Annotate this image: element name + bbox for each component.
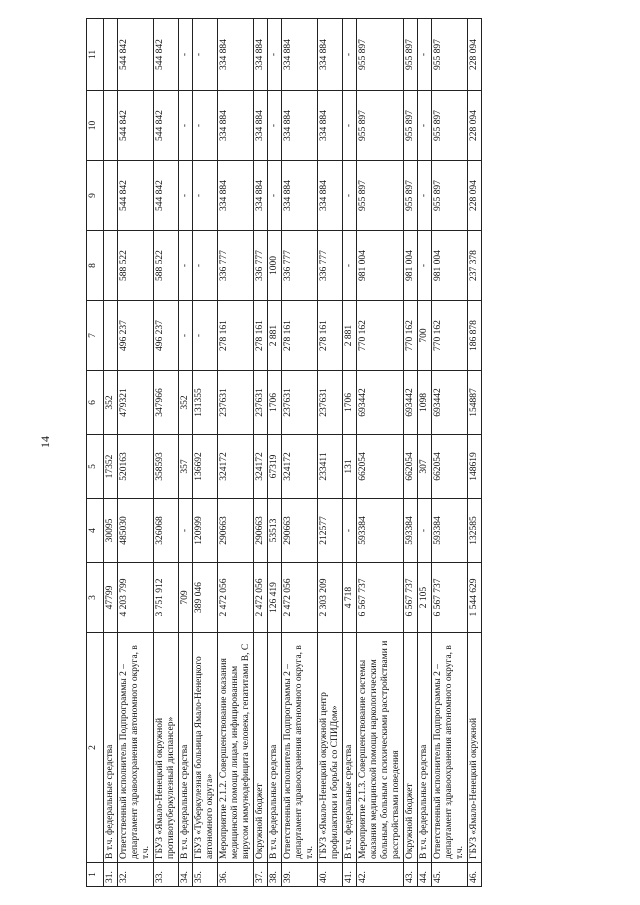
value-cell: 278 161 bbox=[318, 301, 343, 371]
value-cell: 352 bbox=[104, 371, 118, 435]
table-row bbox=[268, 19, 282, 887]
value-cell: - bbox=[418, 19, 432, 91]
value-cell: 1098 bbox=[418, 371, 432, 435]
value-cell: 479321 bbox=[118, 371, 154, 435]
value-cell: 2 881 bbox=[268, 301, 282, 371]
row-number: 34. bbox=[179, 863, 193, 887]
value-cell bbox=[104, 231, 118, 301]
value-cell: 131355 bbox=[193, 371, 218, 435]
value-cell: 228 094 bbox=[468, 161, 482, 231]
row-name: В т.ч. федеральные средства bbox=[343, 633, 357, 863]
table-row bbox=[179, 19, 193, 887]
value-cell: 4 203 799 bbox=[118, 563, 154, 633]
rotated-table-wrapper bbox=[86, 19, 482, 887]
col-header: 3 bbox=[87, 563, 104, 633]
row-name: Ответственный исполнитель Подпрограммы 2 – департамент здравоохранения автономного округа, в т.ч. bbox=[432, 633, 468, 863]
value-cell: 186 878 bbox=[468, 301, 482, 371]
row-number: 36. bbox=[218, 863, 254, 887]
row-name: ГБУЗ «Ямало-Ненецкий окружной bbox=[468, 633, 482, 863]
value-cell: 233411 bbox=[318, 435, 343, 499]
table-row bbox=[418, 19, 432, 887]
col-header: 9 bbox=[87, 161, 104, 231]
col-header: 1 bbox=[87, 863, 104, 887]
table-row bbox=[343, 19, 357, 887]
value-cell: 955 897 bbox=[357, 19, 404, 91]
value-cell: 496 237 bbox=[118, 301, 154, 371]
value-cell: - bbox=[179, 301, 193, 371]
value-cell: 324172 bbox=[282, 435, 318, 499]
value-cell: 593384 bbox=[404, 499, 418, 563]
value-cell: 347966 bbox=[154, 371, 179, 435]
value-cell bbox=[104, 91, 118, 161]
value-cell: 228 094 bbox=[468, 19, 482, 91]
table-row bbox=[254, 19, 268, 887]
value-cell: - bbox=[179, 91, 193, 161]
table-row bbox=[154, 19, 179, 887]
value-cell: 126 419 bbox=[268, 563, 282, 633]
row-name: Ответственный исполнитель Подпрограммы 2 – департамент здравоохранения автономного округа, в т.ч. bbox=[118, 633, 154, 863]
col-header: 8 bbox=[87, 231, 104, 301]
row-name: ГБУЗ «Туберкулезная больница Ямало-Ненецкого автономного округа» bbox=[193, 633, 218, 863]
value-cell: 593384 bbox=[432, 499, 468, 563]
value-cell: 131 bbox=[343, 435, 357, 499]
value-cell: 770 162 bbox=[432, 301, 468, 371]
value-cell: 334 884 bbox=[218, 161, 254, 231]
value-cell: 17352 bbox=[104, 435, 118, 499]
col-header: 10 bbox=[87, 91, 104, 161]
table-row bbox=[218, 19, 254, 887]
value-cell: 334 884 bbox=[254, 19, 268, 91]
value-cell: 2 881 bbox=[343, 301, 357, 371]
value-cell: 955 897 bbox=[432, 19, 468, 91]
row-name: Мероприятие 2.1.2. Совершенствование оказания медицинской помощи лицам, инфицированным вирусом иммунодефицита человека, гепатитами В, С bbox=[218, 633, 254, 863]
value-cell: 67319 bbox=[268, 435, 282, 499]
value-cell: 693442 bbox=[432, 371, 468, 435]
value-cell: - bbox=[268, 19, 282, 91]
row-number: 41. bbox=[343, 863, 357, 887]
value-cell: 334 884 bbox=[254, 161, 268, 231]
value-cell: 544 842 bbox=[118, 91, 154, 161]
value-cell: - bbox=[343, 19, 357, 91]
value-cell: 290663 bbox=[254, 499, 268, 563]
value-cell: 352 bbox=[179, 371, 193, 435]
value-cell: 278 161 bbox=[254, 301, 268, 371]
value-cell: 700 bbox=[418, 301, 432, 371]
value-cell: 334 884 bbox=[282, 19, 318, 91]
value-cell: 6 567 737 bbox=[404, 563, 418, 633]
value-cell: 3 751 912 bbox=[154, 563, 179, 633]
value-cell: 324172 bbox=[218, 435, 254, 499]
col-header: 11 bbox=[87, 19, 104, 91]
row-name: В т.ч. федеральные средства bbox=[418, 633, 432, 863]
value-cell: 2 472 056 bbox=[254, 563, 268, 633]
value-cell: 237631 bbox=[318, 371, 343, 435]
value-cell: 955 897 bbox=[404, 19, 418, 91]
table-body bbox=[104, 19, 482, 887]
value-cell: - bbox=[418, 231, 432, 301]
value-cell: - bbox=[179, 499, 193, 563]
value-cell: 709 bbox=[179, 563, 193, 633]
col-header: 4 bbox=[87, 499, 104, 563]
table-row bbox=[104, 19, 118, 887]
value-cell: 6 567 737 bbox=[432, 563, 468, 633]
value-cell: 278 161 bbox=[218, 301, 254, 371]
value-cell: 120999 bbox=[193, 499, 218, 563]
value-cell: 981 004 bbox=[432, 231, 468, 301]
value-cell: 955 897 bbox=[432, 91, 468, 161]
row-name: Окружной бюджет bbox=[404, 633, 418, 863]
value-cell: 544 842 bbox=[154, 91, 179, 161]
row-number: 33. bbox=[154, 863, 179, 887]
value-cell: - bbox=[193, 91, 218, 161]
value-cell: 544 842 bbox=[118, 19, 154, 91]
value-cell: 588 522 bbox=[154, 231, 179, 301]
value-cell: 228 094 bbox=[468, 91, 482, 161]
value-cell: 4 718 bbox=[343, 563, 357, 633]
value-cell: 358593 bbox=[154, 435, 179, 499]
row-number: 39. bbox=[282, 863, 318, 887]
row-name: В т.ч. федеральные средства bbox=[268, 633, 282, 863]
value-cell: 593384 bbox=[357, 499, 404, 563]
value-cell: 53513 bbox=[268, 499, 282, 563]
value-cell: 588 522 bbox=[118, 231, 154, 301]
value-cell: - bbox=[343, 91, 357, 161]
budget-table bbox=[86, 18, 482, 887]
value-cell: 1706 bbox=[343, 371, 357, 435]
value-cell: - bbox=[418, 161, 432, 231]
value-cell: 334 884 bbox=[282, 161, 318, 231]
value-cell: 336 777 bbox=[282, 231, 318, 301]
value-cell: 336 777 bbox=[254, 231, 268, 301]
table-row bbox=[118, 19, 154, 887]
value-cell: 278 161 bbox=[282, 301, 318, 371]
row-name: В т.ч. федеральные средства bbox=[104, 633, 118, 863]
value-cell: 2 472 056 bbox=[282, 563, 318, 633]
column-number-row bbox=[87, 19, 104, 887]
value-cell: 334 884 bbox=[282, 91, 318, 161]
value-cell: 148619 bbox=[468, 435, 482, 499]
row-number: 43. bbox=[404, 863, 418, 887]
value-cell: 981 004 bbox=[404, 231, 418, 301]
value-cell: - bbox=[179, 231, 193, 301]
value-cell: 2 303 209 bbox=[318, 563, 343, 633]
value-cell: 336 777 bbox=[318, 231, 343, 301]
table-row bbox=[193, 19, 218, 887]
value-cell: 334 884 bbox=[218, 91, 254, 161]
value-cell: 290663 bbox=[218, 499, 254, 563]
value-cell: 955 897 bbox=[357, 91, 404, 161]
value-cell: 520163 bbox=[118, 435, 154, 499]
value-cell: 693442 bbox=[357, 371, 404, 435]
value-cell: 334 884 bbox=[218, 19, 254, 91]
row-name: ГБУЗ «Ямало-Ненецкий окружной центр профилактики и борьбы со СПИДом» bbox=[318, 633, 343, 863]
value-cell: 237631 bbox=[282, 371, 318, 435]
value-cell bbox=[104, 301, 118, 371]
value-cell: 389 046 bbox=[193, 563, 218, 633]
table-row bbox=[282, 19, 318, 887]
col-header: 5 bbox=[87, 435, 104, 499]
row-name: Окружной бюджет bbox=[254, 633, 268, 863]
row-number: 31. bbox=[104, 863, 118, 887]
row-name: Мероприятие 2.1.3. Совершенствование системы оказания медицинской помощи наркологическим больным, больным с психическими расстройствами и расстройствами поведения bbox=[357, 633, 404, 863]
value-cell: 981 004 bbox=[357, 231, 404, 301]
row-name: Ответственный исполнитель Подпрограммы 2 – департамент здравоохранения автономного округа, в т.ч. bbox=[282, 633, 318, 863]
value-cell: - bbox=[193, 161, 218, 231]
row-number: 44. bbox=[418, 863, 432, 887]
value-cell: 955 897 bbox=[404, 161, 418, 231]
value-cell: - bbox=[193, 301, 218, 371]
value-cell: - bbox=[343, 231, 357, 301]
value-cell: 237 378 bbox=[468, 231, 482, 301]
value-cell: 544 842 bbox=[118, 161, 154, 231]
value-cell: 336 777 bbox=[218, 231, 254, 301]
row-number: 38. bbox=[268, 863, 282, 887]
value-cell: 770 162 bbox=[404, 301, 418, 371]
row-number: 32. bbox=[118, 863, 154, 887]
value-cell: 237631 bbox=[254, 371, 268, 435]
row-name: ГБУЗ «Ямало-Ненецкий окружной противотуберкулезный диспансер» bbox=[154, 633, 179, 863]
value-cell: 212577 bbox=[318, 499, 343, 563]
col-header: 7 bbox=[87, 301, 104, 371]
value-cell: - bbox=[179, 19, 193, 91]
value-cell: - bbox=[343, 161, 357, 231]
value-cell: 955 897 bbox=[432, 161, 468, 231]
value-cell: 770 162 bbox=[357, 301, 404, 371]
value-cell: 1000 bbox=[268, 231, 282, 301]
value-cell: 307 bbox=[418, 435, 432, 499]
value-cell bbox=[104, 19, 118, 91]
table-row bbox=[468, 19, 482, 887]
col-header: 2 bbox=[87, 633, 104, 863]
row-number: 45. bbox=[432, 863, 468, 887]
value-cell: 30095 bbox=[104, 499, 118, 563]
row-number: 46. bbox=[468, 863, 482, 887]
value-cell: 662054 bbox=[357, 435, 404, 499]
value-cell: 237631 bbox=[218, 371, 254, 435]
value-cell: 496 237 bbox=[154, 301, 179, 371]
value-cell: 662054 bbox=[432, 435, 468, 499]
table-row bbox=[432, 19, 468, 887]
value-cell: 662054 bbox=[404, 435, 418, 499]
table-row bbox=[357, 19, 404, 887]
value-cell: 324172 bbox=[254, 435, 268, 499]
value-cell: 2 472 056 bbox=[218, 563, 254, 633]
value-cell: - bbox=[268, 161, 282, 231]
value-cell: - bbox=[418, 499, 432, 563]
value-cell: 136692 bbox=[193, 435, 218, 499]
value-cell: 290663 bbox=[282, 499, 318, 563]
row-number: 35. bbox=[193, 863, 218, 887]
row-number: 42. bbox=[357, 863, 404, 887]
col-header: 6 bbox=[87, 371, 104, 435]
value-cell: 47799 bbox=[104, 563, 118, 633]
value-cell: 334 884 bbox=[318, 161, 343, 231]
value-cell: 2 105 bbox=[418, 563, 432, 633]
row-number: 40. bbox=[318, 863, 343, 887]
row-number: 37. bbox=[254, 863, 268, 887]
value-cell: 154887 bbox=[468, 371, 482, 435]
value-cell: 485030 bbox=[118, 499, 154, 563]
value-cell: 132585 bbox=[468, 499, 482, 563]
value-cell: 955 897 bbox=[357, 161, 404, 231]
value-cell: - bbox=[193, 19, 218, 91]
value-cell: 326068 bbox=[154, 499, 179, 563]
value-cell: - bbox=[418, 91, 432, 161]
value-cell: 6 567 737 bbox=[357, 563, 404, 633]
value-cell: 955 897 bbox=[404, 91, 418, 161]
value-cell: 544 842 bbox=[154, 161, 179, 231]
value-cell: 334 884 bbox=[318, 19, 343, 91]
value-cell: 334 884 bbox=[318, 91, 343, 161]
value-cell: - bbox=[268, 91, 282, 161]
value-cell: - bbox=[343, 499, 357, 563]
value-cell: 544 842 bbox=[154, 19, 179, 91]
value-cell: - bbox=[179, 161, 193, 231]
value-cell: 1706 bbox=[268, 371, 282, 435]
row-name: В т.ч. федеральные средства bbox=[179, 633, 193, 863]
value-cell: 357 bbox=[179, 435, 193, 499]
value-cell: 334 884 bbox=[254, 91, 268, 161]
value-cell: 1 544 629 bbox=[468, 563, 482, 633]
page-number: 14 bbox=[38, 436, 52, 448]
value-cell bbox=[104, 161, 118, 231]
value-cell: - bbox=[193, 231, 218, 301]
value-cell: 693442 bbox=[404, 371, 418, 435]
table-row bbox=[318, 19, 343, 887]
table-row bbox=[404, 19, 418, 887]
